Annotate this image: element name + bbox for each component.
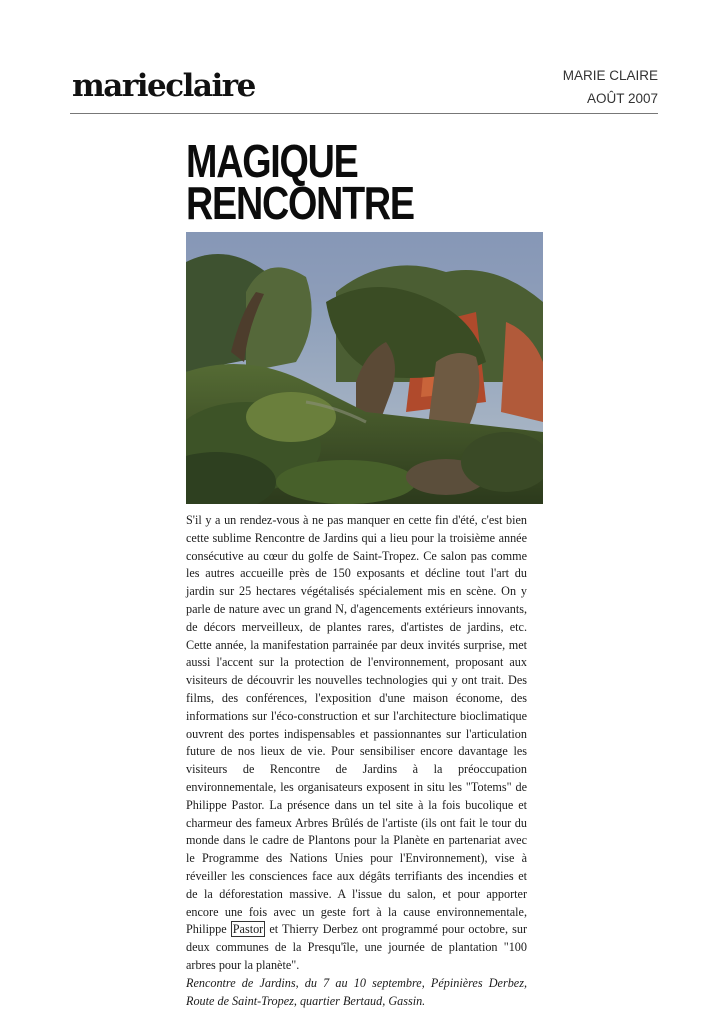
event-caption: Rencontre de Jardins, du 7 au 10 septembre, Pépinières Derbez, Route de Saint-Tropez, quartier Bertaud, Gassin. [186, 976, 527, 1008]
article-body [186, 512, 527, 975]
article-body-text-end: et Thierry Derbez ont programmé pour octobre, sur deux communes de la Presqu'île, une journée de plantation "100 arbres pour la planète". [186, 922, 528, 972]
highlighted-name: Pastor [232, 922, 264, 937]
article-title [186, 135, 414, 229]
publication-date: AOÛT 2007 [586, 91, 658, 106]
garden-photo [186, 232, 543, 504]
article-body-text: S'il y a un rendez-vous à ne pas manquer en cette fin d'été, c'est bien cette sublime Rencontre de Jardins qui a lieu pour la troisième année consécutive au cœur du golfe de Saint-Tropez. Ce salon pas comme les autres accueille près de 150 exposants et décline tout l'art du jardin sur 25 hectares végétalisés spécialement mis en scène. On y parle de nature avec un grand N, d'agencements extérieurs innovants, de décors merveilleux, de plantes rares, d'artistes de jardins, etc. Cette année, la manifestation parrainée par deux invités surprise, met aussi l'accent sur la protection de l'environnement, proposant aux visiteurs de découvrir les nouvelles technologies qui y ont trait. Des films, des conférences, l'exposition d'une maison économe, des informations sur l'éco-construction et sur l'architecture bioclimatique ouvrent des portes indispensables et passionnantes sur l'articulation future de nos lieux de vie. Pour sensibiliser encore davantage les visiteurs de Rencontre de Jardins à la préoccupation environnementale, les organisateurs exposent in situ les "Totems" de Philippe Pastor. La présence dans un tel site à la fois bucolique et charmeur des fameux Arbres Brûlés de l'artiste (ils ont fait le tour du monde dans le cadre de Plantons pour la Planète en partenariat avec le Programme des Nations Unies pour l'Environnement), vise à réveiller les consciences face aux dégâts terrifiants des incendies et de la déforestation massive. A l'issue du salon, et pour apporter encore une fois avec un geste fort à la cause environnementale, Philippe [186, 513, 527, 937]
publication-name: MARIE CLAIRE [562, 68, 658, 83]
article-title-line-1: MAGIQUE [186, 135, 358, 187]
publication-info [563, 64, 658, 110]
article-title-line-2: RENCONTRE [186, 177, 414, 229]
header-divider [70, 113, 658, 114]
marie-claire-logo: marieclaire [72, 68, 255, 104]
